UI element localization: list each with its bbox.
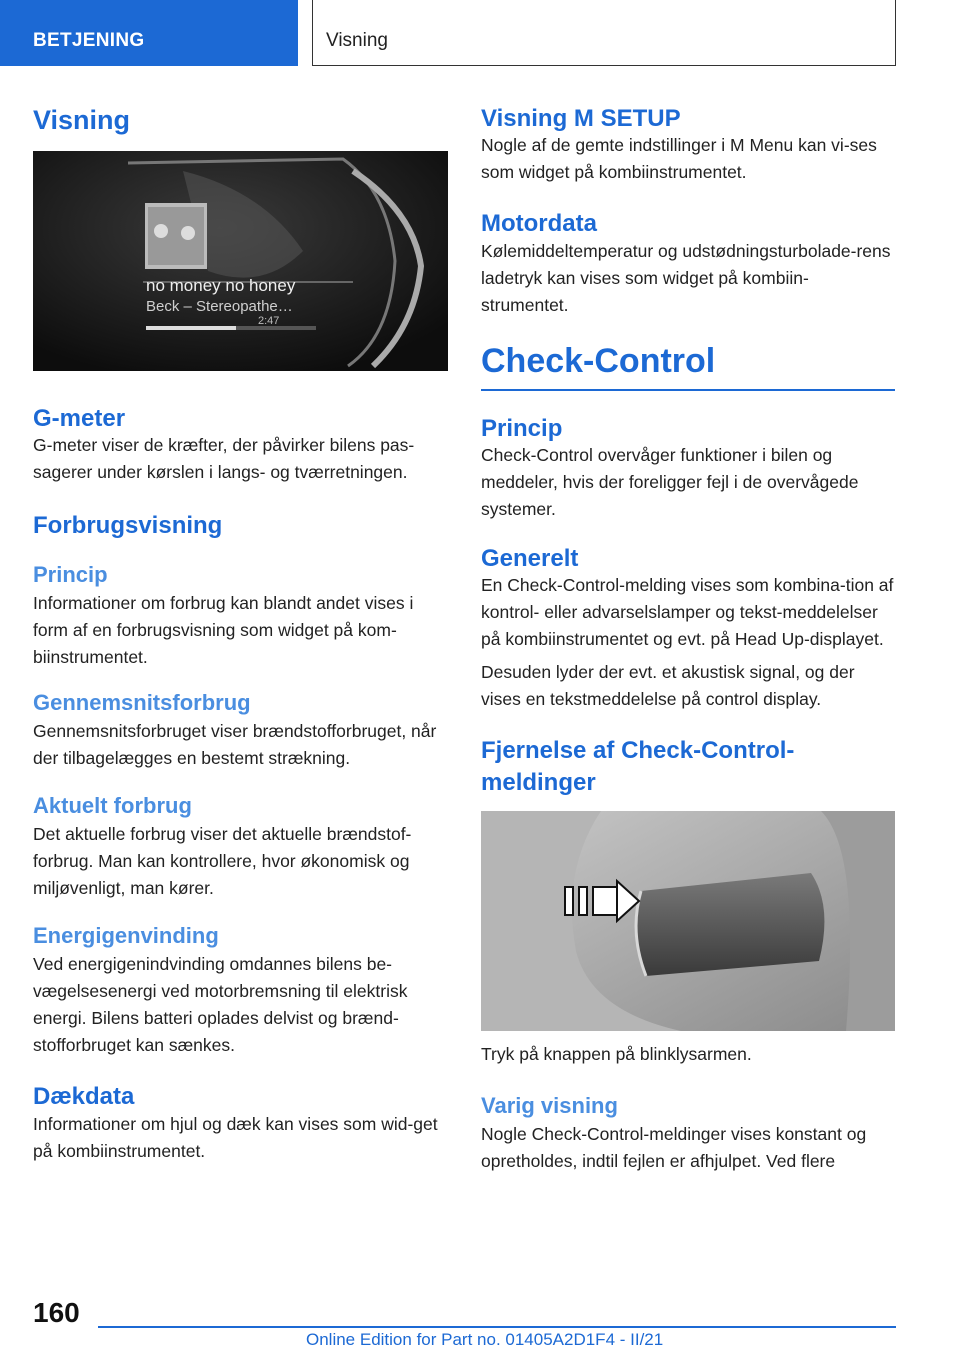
varig-heading: Varig visning	[481, 1093, 618, 1118]
generelt-text-2: Desuden lyder der evt. et akustisk signal, og der vises en tekstmeddelelse på control display.	[481, 662, 855, 709]
msetup-heading: Visning M SETUP	[481, 105, 681, 132]
song-time: 2:47	[258, 315, 280, 327]
cc-princip-heading: Princip	[481, 415, 563, 442]
varig-text: Nogle Check-Control-meldinger vises konstant og opretholdes, indtil fejlen er afhjulpet. Ved flere	[481, 1124, 867, 1171]
song-title: no money no honey	[146, 276, 296, 295]
chapter-box	[312, 0, 896, 66]
cc-princip-text: Check-Control overvåger funktioner i bilen og meddeler, hvis der foreligger fejl i de overvågede systemer.	[481, 445, 859, 519]
aktuelt-text: Det aktuelle forbrug viser det aktuelle brændstof-forbrug. Man kan kontrollere, hvor økonomisk og miljøvenligt, man kører.	[33, 824, 412, 898]
energi-text: Ved energigenindvinding omdannes bilens be-vægelsesenergi ved motorbremsning til elektrisk energi. Bilens batteri oplades delvist og brænd-stofforbruget kan sænkes.	[33, 954, 408, 1055]
princip-text: Informationer om forbrug kan blandt andet vises i form af en forbrugsvisning som widget på kom-biinstrumentet.	[33, 593, 414, 667]
section-tab	[0, 0, 298, 66]
daek-heading: Dækdata	[33, 1083, 135, 1110]
energi-heading: Energigenvinding	[33, 923, 219, 948]
gennemsnit-heading: Gennemsnitsforbrug	[33, 690, 251, 715]
fjern-heading: Fjernelse af Check-Control-meldinger	[481, 737, 795, 796]
footer-divider	[98, 1326, 896, 1328]
indicator-stalk-image	[481, 811, 895, 1031]
gmeter-text: G-meter viser de kræfter, der påvirker bilens pas-sagerer under kørslen i langs- og tværretningen.	[33, 435, 415, 482]
left-column	[33, 100, 448, 1165]
msetup-text: Nogle af de gemte indstillinger i M Menu kan vi-ses som widget på kombiinstrumentet.	[481, 135, 877, 182]
motordata-text: Kølemiddeltemperatur og udstødningsturbolade-rens ladetryk kan vises som widget på kombiin-strumentet.	[481, 241, 891, 315]
edition-link[interactable]: Online Edition for Part no. 01405A2D1F4 - II/21	[306, 1330, 664, 1349]
gennemsnit-text: Gennemsnitsforbruget viser brændstofforbruget, når der tilbagelægges en bestemt strækning.	[33, 721, 437, 768]
chapter-label: Visning	[326, 30, 388, 51]
check-control-heading: Check-Control	[481, 339, 895, 391]
princip-heading: Princip	[33, 562, 108, 587]
right-column	[481, 100, 895, 1175]
stalk-caption: Tryk på knappen på blinklysarmen.	[481, 1044, 752, 1064]
daek-text: Informationer om hjul og dæk kan vises som wid-get på kombiinstrumentet.	[33, 1114, 438, 1161]
page-number: 160	[33, 1297, 80, 1328]
gmeter-heading: G-meter	[33, 405, 126, 432]
aktuelt-heading: Aktuelt forbrug	[33, 793, 192, 818]
visning-heading: Visning	[33, 105, 131, 135]
song-artist: Beck – Stereopathe…	[146, 298, 293, 315]
generelt-heading: Generelt	[481, 545, 579, 572]
generelt-text-1: En Check-Control-melding vises som kombina-tion af kontrol- eller advarselslamper og tekst-meddelelser på kombiinstrumentet og evt. på Head Up-displayet.	[481, 575, 894, 649]
instrument-display-image	[33, 151, 448, 371]
forbrug-heading: Forbrugsvisning	[33, 512, 223, 539]
section-label: BETJENING	[33, 30, 145, 51]
motordata-heading: Motordata	[481, 210, 597, 237]
